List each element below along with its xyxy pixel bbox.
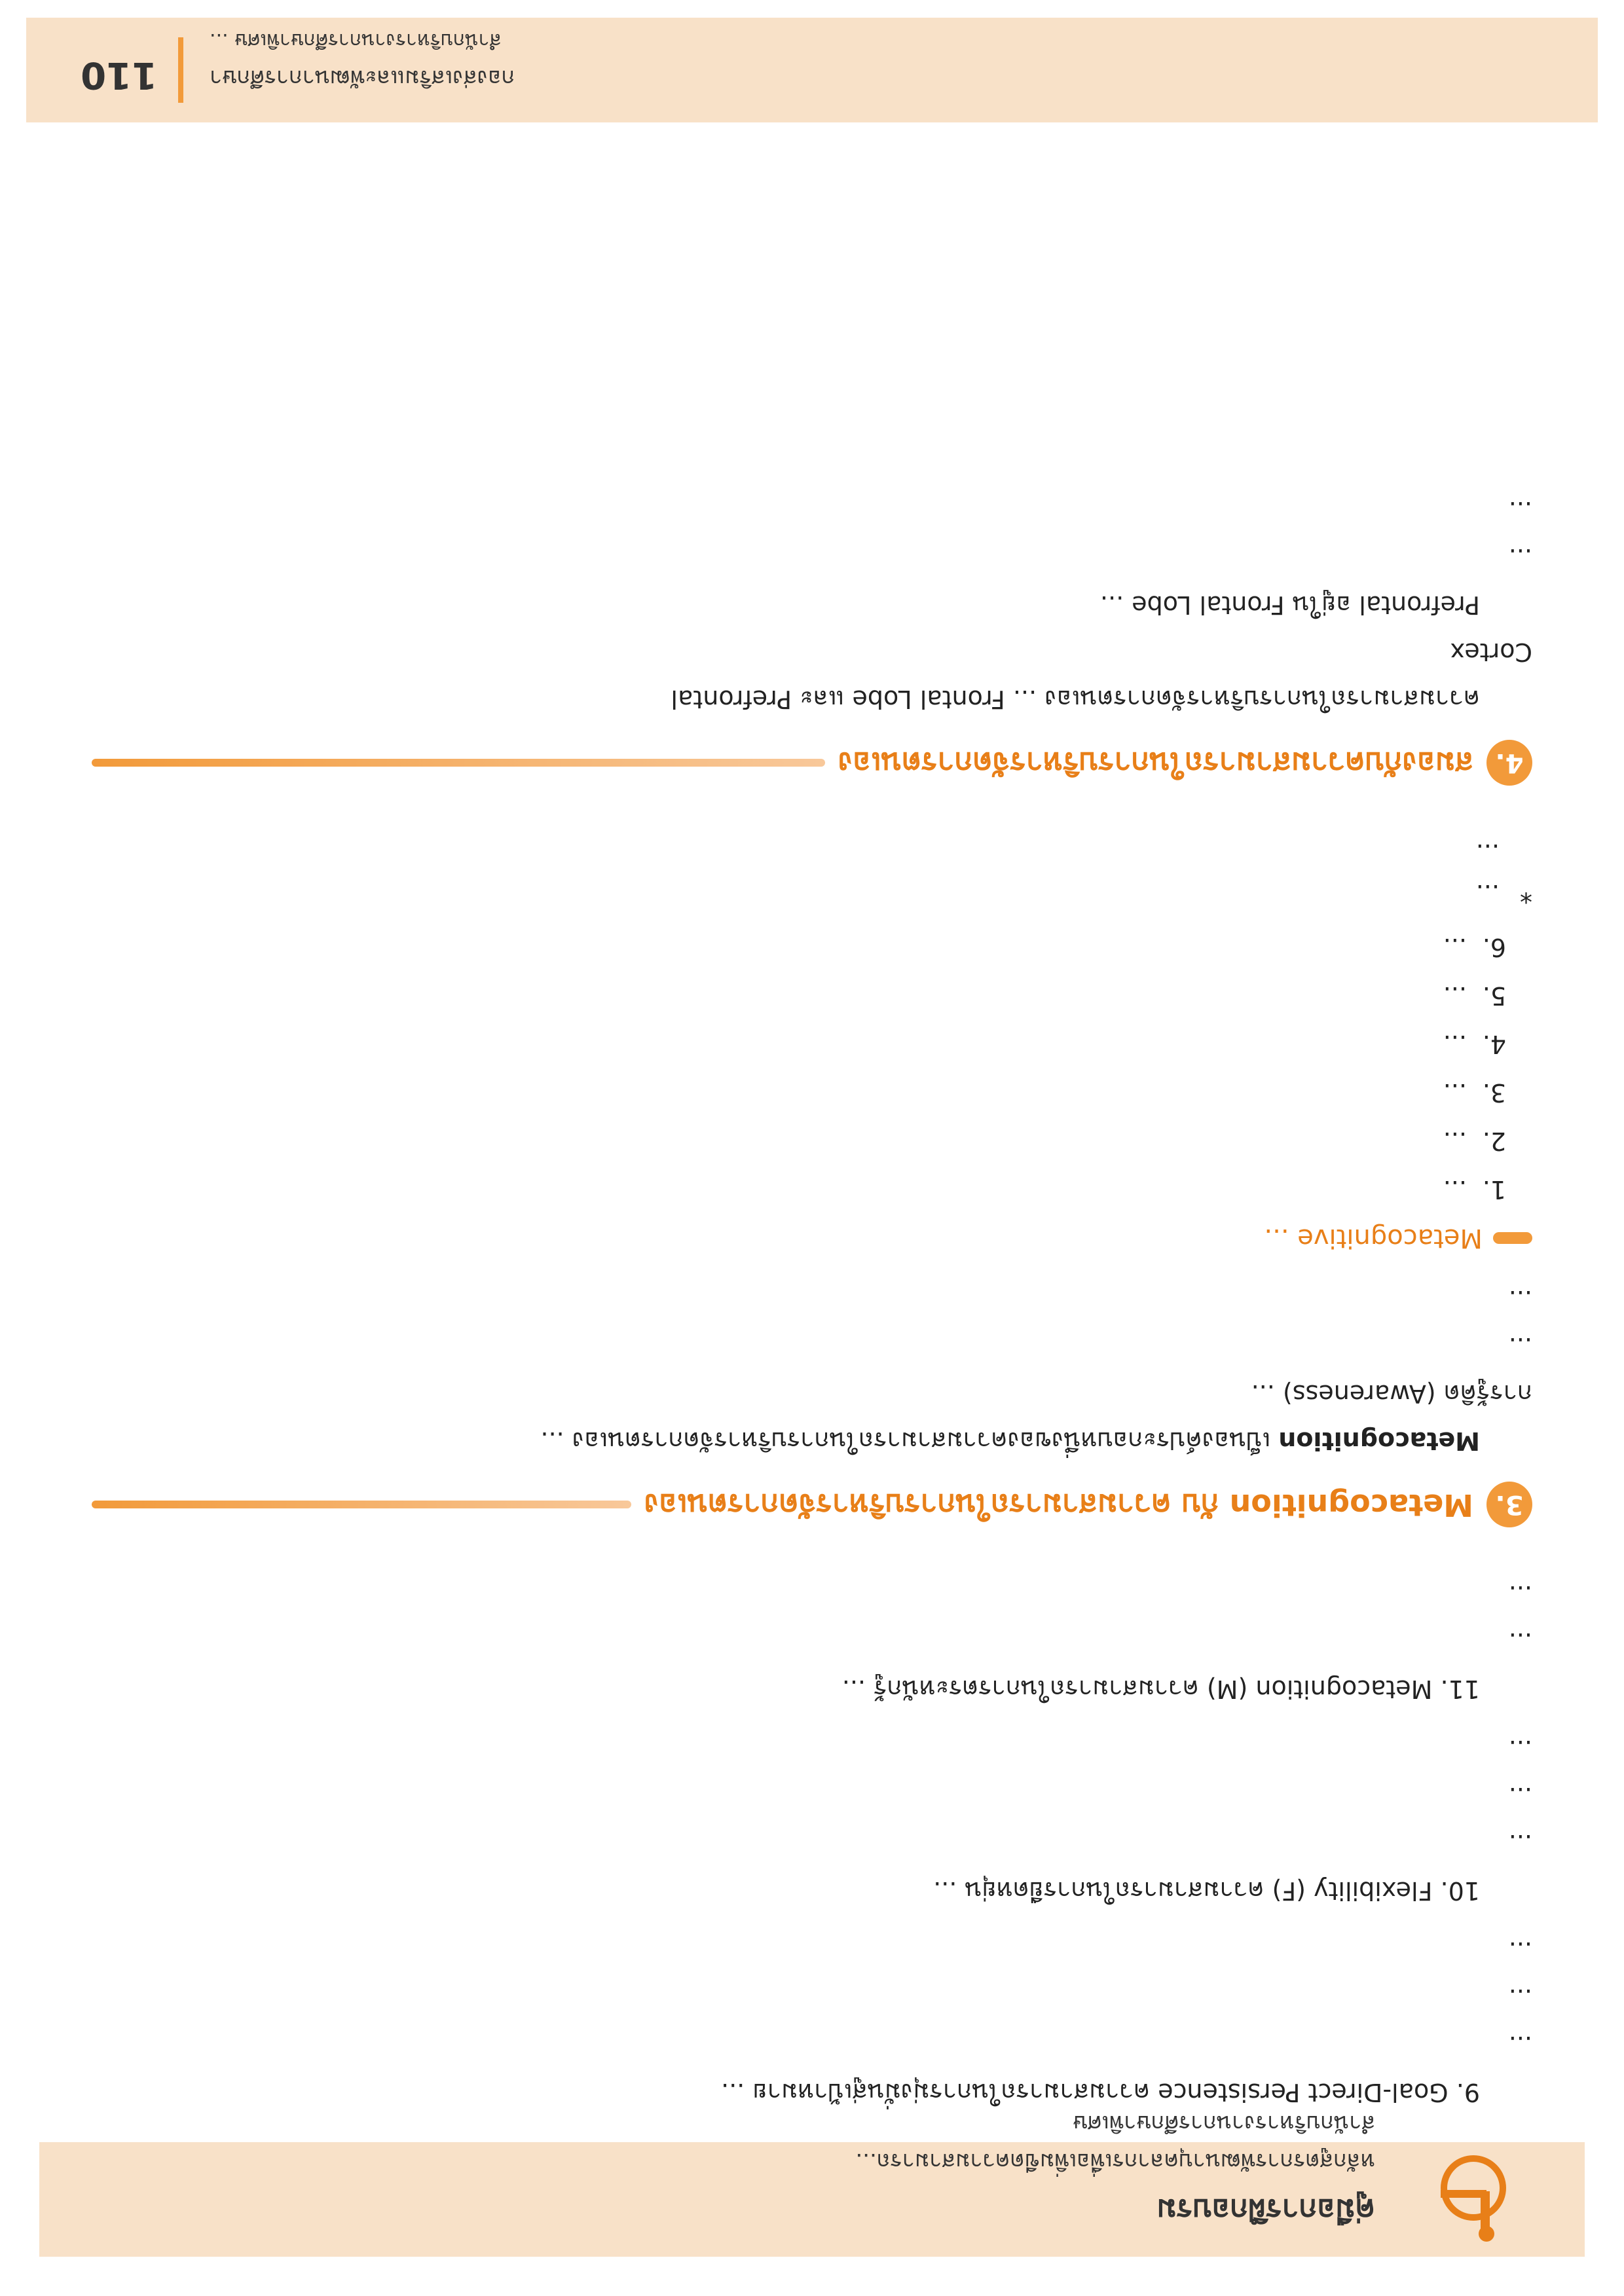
subheading-bullet-icon [1493, 1232, 1532, 1244]
page-number: 110 [81, 54, 157, 96]
list-item-text: ... [1443, 933, 1467, 962]
list-item-text: ... [1443, 1078, 1467, 1107]
item-9-line-1: Goal-Direct Persistence ความสามารถในการมุ่งมั่นสู่เป้าหมาย ... [721, 2078, 1449, 2107]
section-3-heading [92, 1481, 1532, 1529]
section-4-title: สมองกับความสามารถในการบริหารจัดการตนเอง [838, 746, 1473, 781]
section-3-line-4: ... [1508, 1285, 1532, 1314]
footnote-line-1: ... [1475, 879, 1500, 908]
section-4-line-1: ความสามารถในการบริหารจัดการตนเอง ... Frontal Lobe และ Prefrontal [671, 685, 1480, 714]
section-4-heading [92, 739, 1532, 787]
item-10-number: 10. [1440, 1876, 1480, 1905]
footnote-star: * [1520, 879, 1532, 908]
item-10-line-4: ... [1508, 1735, 1532, 1764]
section-3-title: Metacognition กับ ความสามารถในการบริหารจัดการตนเอง [644, 1487, 1473, 1523]
section-3-line-1: เป็นองค์ประกอบหนึ่งของความสามารถในการบริหารจัดการตนเอง ... [540, 1427, 1271, 1455]
item-10 [92, 1870, 1532, 1911]
footnote-line-2: ... [1475, 839, 1500, 867]
item-10-line-3: ... [1508, 1782, 1532, 1811]
list-item [92, 975, 1506, 1016]
list-item-text: ... [1443, 1175, 1467, 1204]
item-10-line-2: ... [1508, 1829, 1532, 1858]
item-9-line-4: ... [1508, 1937, 1532, 1965]
list-item [92, 927, 1506, 968]
list-item-number: 6. [1482, 933, 1506, 962]
metacognitive-subheading [92, 1223, 1532, 1253]
section-4-line-2: Prefrontal อยู่ใน Frontal Lobe ... [1099, 591, 1480, 619]
section-3-line-3: ... [1508, 1332, 1532, 1361]
list-item [92, 1121, 1506, 1161]
section-4-line-1b: Cortex [1450, 638, 1532, 666]
list-item-number: 1. [1482, 1175, 1506, 1204]
item-11-line-3: ... [1508, 1580, 1532, 1609]
item-9 [92, 2072, 1532, 2113]
list-item-number: 3. [1482, 1078, 1506, 1107]
item-11-number: 11. [1440, 1675, 1480, 1704]
footer-text-block [210, 25, 799, 96]
list-item-text: ... [1443, 1127, 1467, 1156]
section-4-line-3: ... [1508, 543, 1532, 572]
footer-line-1: กองส่งเสริมและพัฒนาการศึกษา [210, 65, 515, 91]
list-item [92, 1169, 1506, 1210]
list-item-text: ... [1443, 981, 1467, 1010]
item-9-line-3: ... [1508, 1984, 1532, 2013]
footer-line-2: สำนักบริหารงานการศึกษาพิเศษ ... [210, 29, 502, 52]
item-11 [92, 1669, 1532, 1709]
section-3-term: Metacognition [1278, 1427, 1480, 1455]
section-4-rule [92, 759, 825, 767]
item-9-number: 9. [1456, 2078, 1480, 2107]
section-3-rule [92, 1501, 631, 1509]
metacognitive-list [92, 927, 1506, 1210]
section-4-line-4: ... [1508, 496, 1532, 525]
section-4-number: 4. [1486, 740, 1532, 786]
section-3-number: 3. [1486, 1482, 1532, 1528]
section-3-line-2: การรู้คิด (Awareness) ... [1251, 1379, 1532, 1408]
main-content [92, 484, 1532, 2113]
book-title-block [855, 2106, 1375, 2234]
list-item-number: 5. [1482, 981, 1506, 1010]
list-item [92, 1072, 1506, 1113]
wheelchair-logo-icon [1395, 2152, 1552, 2244]
metacognitive-subheading-text: Metacognitive ... [1264, 1223, 1483, 1253]
book-subtitle-2: สำนักบริหารงานการศึกษาพิเศษ [1073, 2110, 1375, 2136]
footer-divider [178, 37, 183, 103]
item-11-line-1: Metacognition (M) ความสามารถในการตระหนักรู้ ... [841, 1675, 1433, 1704]
list-item-text: ... [1443, 1030, 1467, 1059]
item-10-line-1: Flexibility (F) ความสามารถในการยืดหยุ่น ... [933, 1876, 1433, 1905]
book-subtitle-1: หลักสูตรการพัฒนาบุคลากรเพื่อเพิ่มขีดความสามารถ... [855, 2148, 1375, 2174]
item-9-line-2: ... [1508, 2031, 1532, 2060]
footnote [92, 833, 1532, 914]
list-item-number: 2. [1482, 1127, 1506, 1156]
item-11-line-2: ... [1508, 1628, 1532, 1656]
section-3-para-line-1 [92, 1421, 1532, 1461]
list-item-number: 4. [1482, 1030, 1506, 1059]
list-item [92, 1024, 1506, 1065]
book-title: คู่มือการฝึกอบรม [1156, 2193, 1375, 2228]
